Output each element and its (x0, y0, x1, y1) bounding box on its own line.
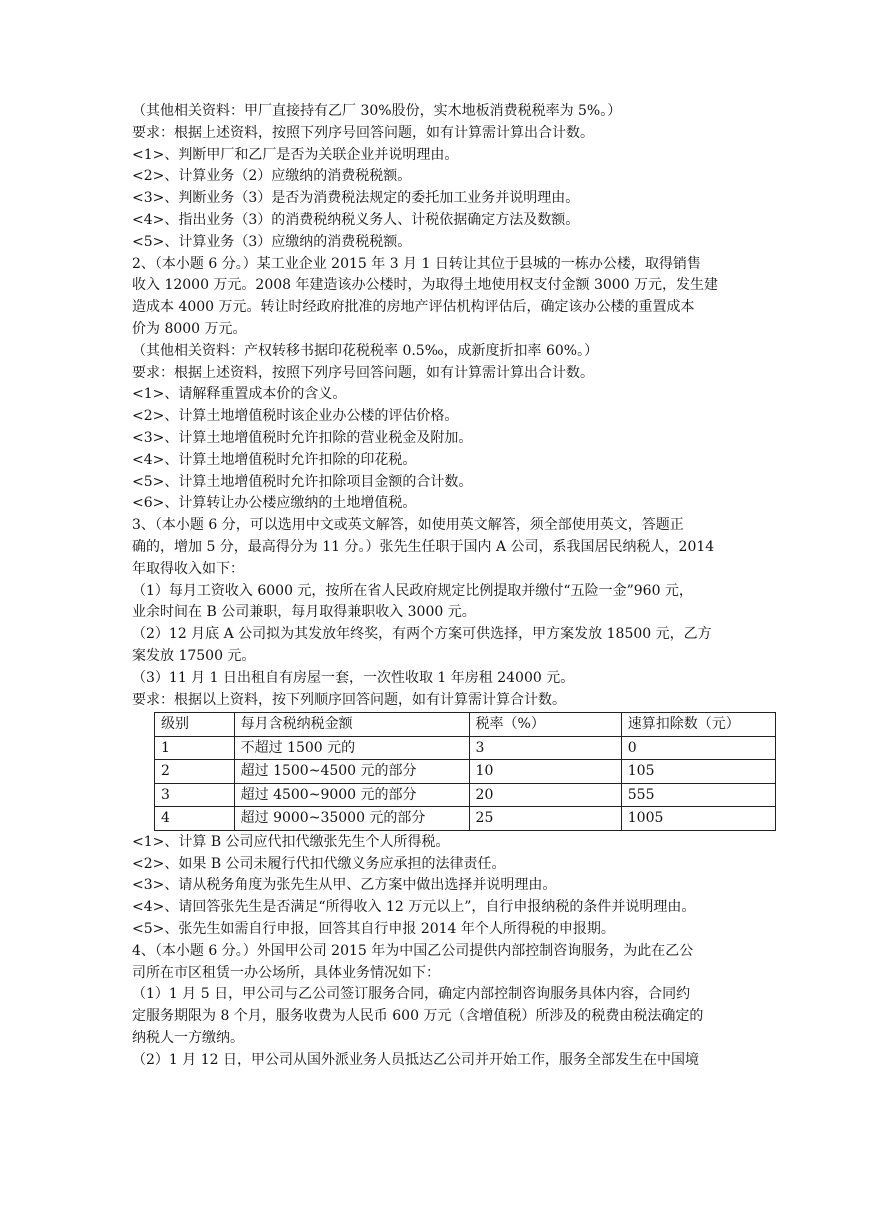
text-line: <3>、计算土地增值税时允许扣除的营业税金及附加。 (132, 429, 473, 446)
table-header-row (155, 713, 776, 737)
table-row (155, 736, 776, 760)
question-2-line: 2、（本小题 6 分。）某工业企业 2015 年 3 月 1 日转让其位于县城的一栋办公楼，取得销售 (132, 255, 701, 272)
text-line: <1>、计算 B 公司应代扣代缴张先生个人所得税。 (132, 833, 450, 850)
text-line: （1）1 月 5 日，甲公司与乙公司签订服务合同，确定内部控制咨询服务具体内容，合同约 (132, 986, 691, 1003)
table-row (155, 807, 776, 831)
table-row (155, 760, 776, 784)
text-line: <5>、计算业务（3）应缴纳的消费税税额。 (132, 233, 412, 250)
table-header-cell: 速算扣除数（元） (621, 713, 775, 737)
table-cell: 超过 4500~9000 元的部分 (234, 783, 469, 807)
question-4-line: 4、（本小题 6 分。）外国甲公司 2015 年为中国乙公司提供内部控制咨询服务，为此在乙公 (132, 942, 694, 959)
text-line: 年取得收入如下： (132, 560, 244, 577)
table-cell: 105 (621, 760, 775, 784)
text-line: <1>、请解释重置成本价的含义。 (132, 386, 347, 403)
text-line: <1>、判断甲厂和乙厂是否为关联企业并说明理由。 (132, 146, 459, 163)
text-line: 纳税人一方缴纳。 (132, 1029, 244, 1046)
table-cell: 超过 1500~4500 元的部分 (234, 760, 469, 784)
table-cell: 555 (621, 783, 775, 807)
text-line: <2>、计算土地增值税时该企业办公楼的评估价格。 (132, 408, 459, 425)
text-line: 要求：根据上述资料，按照下列序号回答问题，如有计算需计算出合计数。 (132, 124, 594, 141)
text-line: <2>、计算业务（2）应缴纳的消费税税额。 (132, 168, 412, 185)
text-line: 案发放 17500 元。 (132, 647, 256, 664)
text-line: <5>、张先生如需自行申报，回答其自行申报 2014 年个人所得税的申报期。 (132, 921, 615, 937)
text-line: 要求：根据上述资料，按照下列序号回答问题，如有计算需计算出合计数。 (132, 364, 594, 381)
text-block-bottom (132, 832, 752, 1072)
table-cell: 不超过 1500 元的 (234, 736, 469, 760)
text-line: <6>、计算转让办公楼应缴纳的土地增值税。 (132, 495, 417, 512)
table-cell: 4 (155, 807, 235, 831)
text-line: <4>、指出业务（3）的消费税纳税义务人、计税依据确定方法及数额。 (132, 211, 580, 228)
table-cell: 1 (155, 736, 235, 760)
table-cell: 3 (469, 736, 621, 760)
text-line: 司所在市区租赁一办公场所，具体业务情况如下： (132, 964, 440, 981)
text-line: 业余时间在 B 公司兼职，每月取得兼职收入 3000 元。 (132, 604, 476, 621)
table-cell: 3 (155, 783, 235, 807)
text-line: 收入 12000 万元。2008 年建造该办公楼时，为取得土地使用权支付金额 3000 万元，发生建 (132, 277, 719, 294)
table-cell: 25 (469, 807, 621, 831)
table-cell: 1005 (621, 807, 775, 831)
text-line: <2>、如果 B 公司未履行代扣代缴义务应承担的法律责任。 (132, 855, 506, 872)
text-line: <4>、请回答张先生是否满足“所得收入 12 万元以上”，自行申报纳税的条件并说明理由。 (132, 899, 696, 916)
text-line: <5>、计算土地增值税时允许扣除项目金额的合计数。 (132, 473, 473, 490)
text-line: 要求：根据以上资料，按下列顺序回答问题，如有计算需计算合计数。 (132, 691, 566, 708)
document-page (132, 101, 752, 1072)
table-cell: 超过 9000~35000 元的部分 (234, 807, 469, 831)
text-line: 定服务期限为 8 个月，服务收费为人民币 600 万元（含增值税）所涉及的税费由税法确定的 (132, 1008, 704, 1025)
text-line: 造成本 4000 万元。转让时经政府批准的房地产评估机构评估后，确定该办公楼的重置成本 (132, 299, 695, 316)
text-line: （2）12 月底 A 公司拟为其发放年终奖，有两个方案可供选择，甲方案发放 18500 元，乙方 (132, 626, 712, 643)
text-line: （2）1 月 12 日，甲公司从国外派业务人员抵达乙公司并开始工作，服务全部发生在中国境 (132, 1051, 699, 1068)
text-block-top (132, 101, 752, 711)
text-line: 价为 8000 万元。 (132, 320, 247, 337)
table-cell: 0 (621, 736, 775, 760)
question-3-line: 3、（本小题 6 分，可以选用中文或英文解答，如使用英文解答，须全部使用英文，答题正 (132, 517, 684, 534)
text-line: （1）每月工资收入 6000 元，按所在省人民政府规定比例提取并缴付“五险一金”960 元， (132, 582, 693, 599)
table-cell: 2 (155, 760, 235, 784)
tax-rate-table (154, 712, 776, 831)
table-row (155, 783, 776, 807)
table-header-cell: 每月含税纳税金额 (234, 713, 469, 737)
table-cell: 10 (469, 760, 621, 784)
text-line: 确的，增加 5 分，最高得分为 11 分。）张先生任职于国内 A 公司，系我国居民纳税人，2014 (132, 538, 715, 555)
table-header-cell: 级别 (155, 713, 235, 737)
table-cell: 20 (469, 783, 621, 807)
text-line: （其他相关资料：甲厂直接持有乙厂 30%股份，实木地板消费税税率为 5%。） (132, 103, 622, 119)
text-line: <4>、计算土地增值税时允许扣除的印花税。 (132, 451, 417, 468)
table-header-cell: 税率（%） (469, 713, 621, 737)
text-line: （其他相关资料：产权转移书据印花税税率 0.5‰，成新度折扣率 60%。） (132, 342, 599, 359)
text-line: <3>、判断业务（3）是否为消费税法规定的委托加工业务并说明理由。 (132, 190, 580, 207)
text-line: <3>、请从税务角度为张先生从甲、乙方案中做出选择并说明理由。 (132, 877, 557, 894)
text-line: （3）11 月 1 日出租自有房屋一套，一次性收取 1 年房租 24000 元。 (132, 669, 575, 686)
